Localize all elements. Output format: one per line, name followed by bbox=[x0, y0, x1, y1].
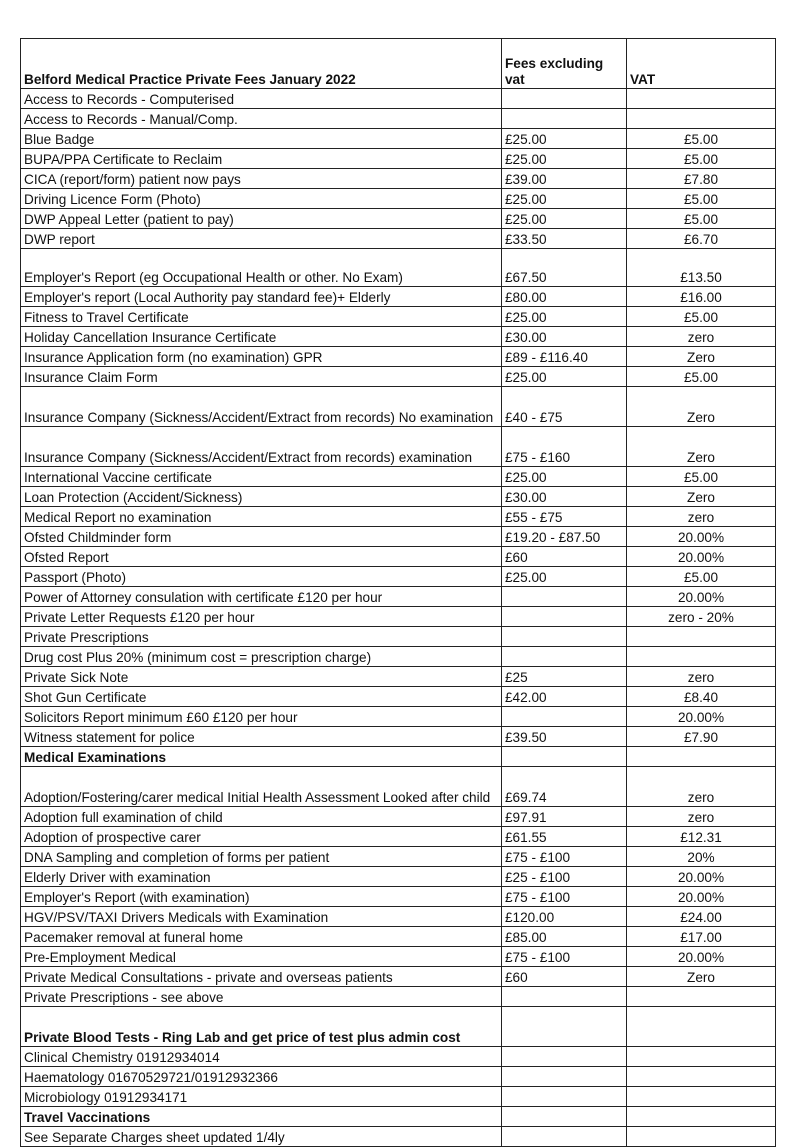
table-row bbox=[21, 547, 776, 567]
table-row bbox=[21, 149, 776, 169]
table-title: Belford Medical Practice Private Fees January 2022 bbox=[21, 39, 502, 89]
row-label: Ofsted Report bbox=[21, 547, 502, 567]
row-label: Insurance Company (Sickness/Accident/Extract from records) No examination bbox=[21, 387, 502, 427]
row-label: Employer's Report (eg Occupational Health or other. No Exam) bbox=[21, 249, 502, 287]
row-label: Private Prescriptions - see above bbox=[21, 987, 502, 1007]
table-row bbox=[21, 867, 776, 887]
row-vat: zero bbox=[627, 667, 776, 687]
row-vat: zero bbox=[627, 767, 776, 807]
row-fee: £42.00 bbox=[502, 687, 627, 707]
section-row bbox=[21, 1107, 776, 1127]
section-heading: Private Blood Tests - Ring Lab and get price of test plus admin cost bbox=[21, 1007, 502, 1047]
row-label: DWP report bbox=[21, 229, 502, 249]
row-vat: 20.00% bbox=[627, 867, 776, 887]
row-vat: £5.00 bbox=[627, 467, 776, 487]
row-fee bbox=[502, 1007, 627, 1047]
row-label: HGV/PSV/TAXI Drivers Medicals with Examination bbox=[21, 907, 502, 927]
table-row bbox=[21, 527, 776, 547]
table-row bbox=[21, 567, 776, 587]
row-vat: zero bbox=[627, 327, 776, 347]
row-fee bbox=[502, 1047, 627, 1067]
row-label: International Vaccine certificate bbox=[21, 467, 502, 487]
row-vat bbox=[627, 647, 776, 667]
row-fee: £55 - £75 bbox=[502, 507, 627, 527]
row-vat: £5.00 bbox=[627, 189, 776, 209]
row-label: Access to Records - Manual/Comp. bbox=[21, 109, 502, 129]
row-fee: £75 - £160 bbox=[502, 427, 627, 467]
row-vat: zero bbox=[627, 807, 776, 827]
table-row bbox=[21, 169, 776, 189]
table-row bbox=[21, 727, 776, 747]
table-row bbox=[21, 249, 776, 287]
table-row bbox=[21, 807, 776, 827]
row-label: Employer's report (Local Authority pay standard fee)+ Elderly bbox=[21, 287, 502, 307]
row-vat: £16.00 bbox=[627, 287, 776, 307]
row-label: Drug cost Plus 20% (minimum cost = prescription charge) bbox=[21, 647, 502, 667]
row-label: Insurance Application form (no examination) GPR bbox=[21, 347, 502, 367]
row-label: Loan Protection (Accident/Sickness) bbox=[21, 487, 502, 507]
row-vat: Zero bbox=[627, 487, 776, 507]
table-row bbox=[21, 1067, 776, 1087]
row-fee: £60 bbox=[502, 967, 627, 987]
row-fee: £19.20 - £87.50 bbox=[502, 527, 627, 547]
table-row bbox=[21, 967, 776, 987]
row-fee: £25.00 bbox=[502, 209, 627, 229]
table-row bbox=[21, 647, 776, 667]
row-vat: £8.40 bbox=[627, 687, 776, 707]
table-row bbox=[21, 927, 776, 947]
row-label: Solicitors Report minimum £60 £120 per hour bbox=[21, 707, 502, 727]
row-label: BUPA/PPA Certificate to Reclaim bbox=[21, 149, 502, 169]
row-vat: Zero bbox=[627, 387, 776, 427]
row-label: Adoption of prospective carer bbox=[21, 827, 502, 847]
table-row bbox=[21, 667, 776, 687]
row-label: Adoption full examination of child bbox=[21, 807, 502, 827]
table-row bbox=[21, 327, 776, 347]
table-row bbox=[21, 767, 776, 807]
table-row bbox=[21, 1047, 776, 1067]
table-row bbox=[21, 607, 776, 627]
row-fee: £25.00 bbox=[502, 467, 627, 487]
row-fee: £30.00 bbox=[502, 327, 627, 347]
section-row bbox=[21, 1007, 776, 1047]
row-fee bbox=[502, 647, 627, 667]
table-row bbox=[21, 229, 776, 249]
row-vat: 20.00% bbox=[627, 527, 776, 547]
table-row bbox=[21, 387, 776, 427]
row-label: Passport (Photo) bbox=[21, 567, 502, 587]
row-vat: 20.00% bbox=[627, 947, 776, 967]
row-label: Elderly Driver with examination bbox=[21, 867, 502, 887]
row-label: Holiday Cancellation Insurance Certificate bbox=[21, 327, 502, 347]
row-vat: 20.00% bbox=[627, 587, 776, 607]
row-label: Employer's Report (with examination) bbox=[21, 887, 502, 907]
section-row bbox=[21, 747, 776, 767]
table-header-row bbox=[21, 39, 776, 89]
table-row bbox=[21, 947, 776, 967]
row-vat bbox=[627, 1047, 776, 1067]
row-fee bbox=[502, 89, 627, 109]
row-fee: £25.00 bbox=[502, 307, 627, 327]
row-vat: Zero bbox=[627, 967, 776, 987]
row-vat bbox=[627, 987, 776, 1007]
row-fee: £97.91 bbox=[502, 807, 627, 827]
row-vat: 20.00% bbox=[627, 707, 776, 727]
row-label: Clinical Chemistry 01912934014 bbox=[21, 1047, 502, 1067]
row-vat bbox=[627, 1127, 776, 1147]
table-row bbox=[21, 367, 776, 387]
row-vat: £6.70 bbox=[627, 229, 776, 249]
row-vat bbox=[627, 89, 776, 109]
row-vat bbox=[627, 627, 776, 647]
row-fee: £75 - £100 bbox=[502, 947, 627, 967]
row-label: Shot Gun Certificate bbox=[21, 687, 502, 707]
row-fee: £30.00 bbox=[502, 487, 627, 507]
row-fee: £25.00 bbox=[502, 567, 627, 587]
fee-column-header: Fees excluding vat bbox=[502, 39, 627, 89]
row-fee bbox=[502, 1107, 627, 1127]
table-row bbox=[21, 487, 776, 507]
table-row bbox=[21, 987, 776, 1007]
table-row bbox=[21, 887, 776, 907]
table-row bbox=[21, 707, 776, 727]
row-fee bbox=[502, 707, 627, 727]
row-vat: £5.00 bbox=[627, 307, 776, 327]
row-vat: £5.00 bbox=[627, 209, 776, 229]
table-row bbox=[21, 587, 776, 607]
row-fee bbox=[502, 1087, 627, 1107]
row-vat: zero bbox=[627, 507, 776, 527]
row-vat: £5.00 bbox=[627, 149, 776, 169]
table-row bbox=[21, 307, 776, 327]
table-row bbox=[21, 687, 776, 707]
row-vat: £5.00 bbox=[627, 367, 776, 387]
row-label: Driving Licence Form (Photo) bbox=[21, 189, 502, 209]
row-label: DNA Sampling and completion of forms per patient bbox=[21, 847, 502, 867]
row-vat: £12.31 bbox=[627, 827, 776, 847]
table-row bbox=[21, 347, 776, 367]
section-heading: Medical Examinations bbox=[21, 747, 502, 767]
row-fee bbox=[502, 1067, 627, 1087]
row-fee bbox=[502, 587, 627, 607]
row-fee bbox=[502, 607, 627, 627]
row-fee: £61.55 bbox=[502, 827, 627, 847]
row-label: Private Prescriptions bbox=[21, 627, 502, 647]
row-fee: £25.00 bbox=[502, 129, 627, 149]
row-fee: £25 bbox=[502, 667, 627, 687]
row-label: Insurance Claim Form bbox=[21, 367, 502, 387]
row-fee bbox=[502, 747, 627, 767]
row-vat: Zero bbox=[627, 347, 776, 367]
row-label: See Separate Charges sheet updated 1/4ly bbox=[21, 1127, 502, 1147]
row-vat bbox=[627, 1067, 776, 1087]
table-row bbox=[21, 847, 776, 867]
table-row bbox=[21, 109, 776, 129]
row-label: Ofsted Childminder form bbox=[21, 527, 502, 547]
row-label: Private Medical Consultations - private and overseas patients bbox=[21, 967, 502, 987]
table-row bbox=[21, 1087, 776, 1107]
row-label: Microbiology 01912934171 bbox=[21, 1087, 502, 1107]
row-fee: £69.74 bbox=[502, 767, 627, 807]
row-fee: £25 - £100 bbox=[502, 867, 627, 887]
row-label: CICA (report/form) patient now pays bbox=[21, 169, 502, 189]
row-vat: £17.00 bbox=[627, 927, 776, 947]
row-fee bbox=[502, 627, 627, 647]
vat-column-header: VAT bbox=[627, 39, 776, 89]
row-fee: £39.50 bbox=[502, 727, 627, 747]
row-label: Fitness to Travel Certificate bbox=[21, 307, 502, 327]
row-vat: £24.00 bbox=[627, 907, 776, 927]
row-label: Insurance Company (Sickness/Accident/Extract from records) examination bbox=[21, 427, 502, 467]
row-vat: 20.00% bbox=[627, 547, 776, 567]
row-fee: £80.00 bbox=[502, 287, 627, 307]
table-row bbox=[21, 507, 776, 527]
row-label: Private Letter Requests £120 per hour bbox=[21, 607, 502, 627]
row-fee: £39.00 bbox=[502, 169, 627, 189]
row-vat: zero - 20% bbox=[627, 607, 776, 627]
row-fee: £25.00 bbox=[502, 149, 627, 169]
table-row bbox=[21, 209, 776, 229]
table-row bbox=[21, 427, 776, 467]
row-label: DWP Appeal Letter (patient to pay) bbox=[21, 209, 502, 229]
row-vat bbox=[627, 747, 776, 767]
row-fee: £85.00 bbox=[502, 927, 627, 947]
fees-table bbox=[20, 38, 776, 1147]
row-label: Blue Badge bbox=[21, 129, 502, 149]
row-label: Adoption/Fostering/carer medical Initial Health Assessment Looked after child bbox=[21, 767, 502, 807]
table-row bbox=[21, 627, 776, 647]
table-row bbox=[21, 129, 776, 149]
row-fee: £75 - £100 bbox=[502, 847, 627, 867]
row-fee bbox=[502, 987, 627, 1007]
section-heading: Travel Vaccinations bbox=[21, 1107, 502, 1127]
row-vat bbox=[627, 1107, 776, 1127]
row-vat bbox=[627, 1007, 776, 1047]
row-label: Haematology 01670529721/01912932366 bbox=[21, 1067, 502, 1087]
table-row bbox=[21, 189, 776, 209]
row-label: Medical Report no examination bbox=[21, 507, 502, 527]
row-fee: £25.00 bbox=[502, 189, 627, 209]
row-vat: £7.80 bbox=[627, 169, 776, 189]
row-fee bbox=[502, 1127, 627, 1147]
row-fee bbox=[502, 109, 627, 129]
row-label: Witness statement for police bbox=[21, 727, 502, 747]
row-label: Access to Records - Computerised bbox=[21, 89, 502, 109]
row-label: Private Sick Note bbox=[21, 667, 502, 687]
row-fee: £25.00 bbox=[502, 367, 627, 387]
row-vat: Zero bbox=[627, 427, 776, 467]
row-vat: 20% bbox=[627, 847, 776, 867]
table-row bbox=[21, 467, 776, 487]
row-vat: £7.90 bbox=[627, 727, 776, 747]
row-fee: £120.00 bbox=[502, 907, 627, 927]
row-vat: £5.00 bbox=[627, 129, 776, 149]
row-fee: £33.50 bbox=[502, 229, 627, 249]
table-row bbox=[21, 287, 776, 307]
row-vat bbox=[627, 109, 776, 129]
row-label: Pre-Employment Medical bbox=[21, 947, 502, 967]
row-label: Pacemaker removal at funeral home bbox=[21, 927, 502, 947]
row-fee: £40 - £75 bbox=[502, 387, 627, 427]
row-fee: £60 bbox=[502, 547, 627, 567]
row-vat: £13.50 bbox=[627, 249, 776, 287]
row-vat: 20.00% bbox=[627, 887, 776, 907]
table-row bbox=[21, 1127, 776, 1147]
table-row bbox=[21, 89, 776, 109]
row-fee: £89 - £116.40 bbox=[502, 347, 627, 367]
table-row bbox=[21, 827, 776, 847]
row-label: Power of Attorney consulation with certificate £120 per hour bbox=[21, 587, 502, 607]
table-row bbox=[21, 907, 776, 927]
row-fee: £75 - £100 bbox=[502, 887, 627, 907]
row-fee: £67.50 bbox=[502, 249, 627, 287]
row-vat bbox=[627, 1087, 776, 1107]
row-vat: £5.00 bbox=[627, 567, 776, 587]
